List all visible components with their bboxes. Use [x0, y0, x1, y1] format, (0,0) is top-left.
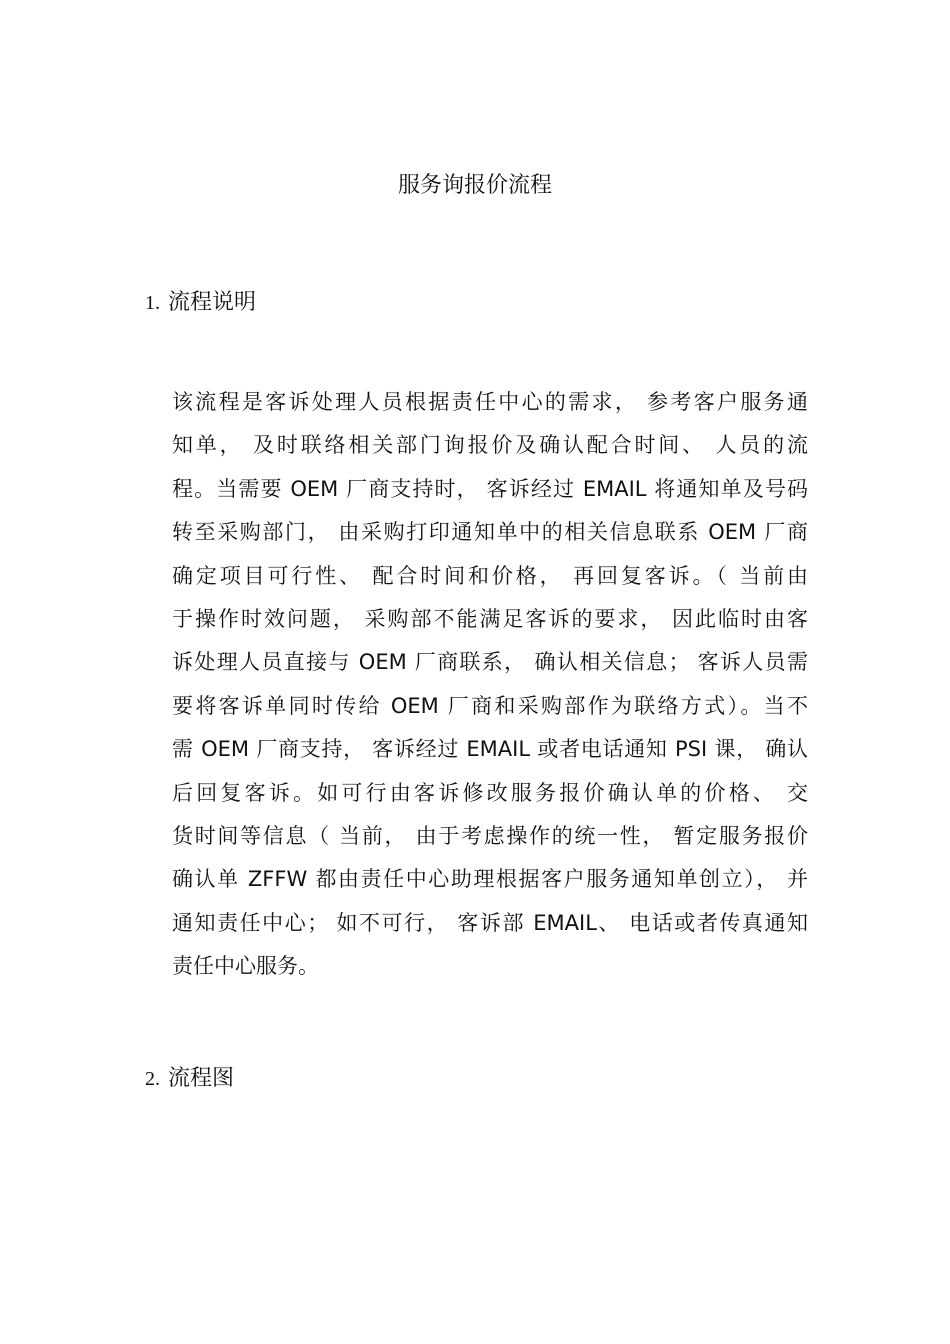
paragraph-line: 程。当需要 OEM 厂商支持时， 客诉经过 EMAIL 将通知单及号码	[172, 476, 808, 501]
section-heading-flowchart	[145, 1063, 234, 1095]
section-number: 2.	[145, 1068, 160, 1090]
paragraph-line: 确定项目可行性、 配合时间和价格， 再回复客诉。（ 当前由	[172, 563, 808, 588]
paragraph-line: 要将客诉单同时传给 OEM 厂商和采购部作为联络方式）。当不	[172, 693, 808, 718]
section-title: 流程图	[168, 1066, 235, 1091]
paragraph-line: 货时间等信息（ 当前， 由于考虑操作的统一性， 暂定服务报价	[172, 824, 808, 849]
section-title: 流程说明	[168, 290, 257, 315]
paragraph-line: 知单， 及时联络相关部门询报价及确认配合时间、 人员的流	[172, 433, 808, 458]
paragraph-line: 诉处理人员直接与 OEM 厂商联系， 确认相关信息； 客诉人员需	[172, 650, 808, 675]
section-number: 1.	[145, 292, 160, 314]
paragraph-line: 责任中心服务。	[172, 954, 319, 979]
paragraph-line: 通知责任中心； 如不可行， 客诉部 EMAIL、 电话或者传真通知	[172, 910, 808, 935]
paragraph-line: 需 OEM 厂商支持， 客诉经过 EMAIL 或者电话通知 PSI 课， 确认	[172, 737, 808, 762]
paragraph-line: 转至采购部门， 由采购打印通知单中的相关信息联系 OEM 厂商	[172, 520, 808, 545]
process-description-paragraph	[172, 381, 808, 989]
section-heading-process-description	[145, 287, 256, 319]
paragraph-line: 确认单 ZFFW 都由责任中心助理根据客户服务通知单创立）， 并	[172, 867, 808, 892]
paragraph-line: 于操作时效问题， 采购部不能满足客诉的要求， 因此临时由客	[172, 607, 808, 632]
document-title: 服务询报价流程	[397, 173, 552, 198]
paragraph-line: 后回复客诉。如可行由客诉修改服务报价确认单的价格、 交	[172, 780, 808, 805]
paragraph-line: 该流程是客诉处理人员根据责任中心的需求， 参考客户服务通	[172, 390, 808, 414]
